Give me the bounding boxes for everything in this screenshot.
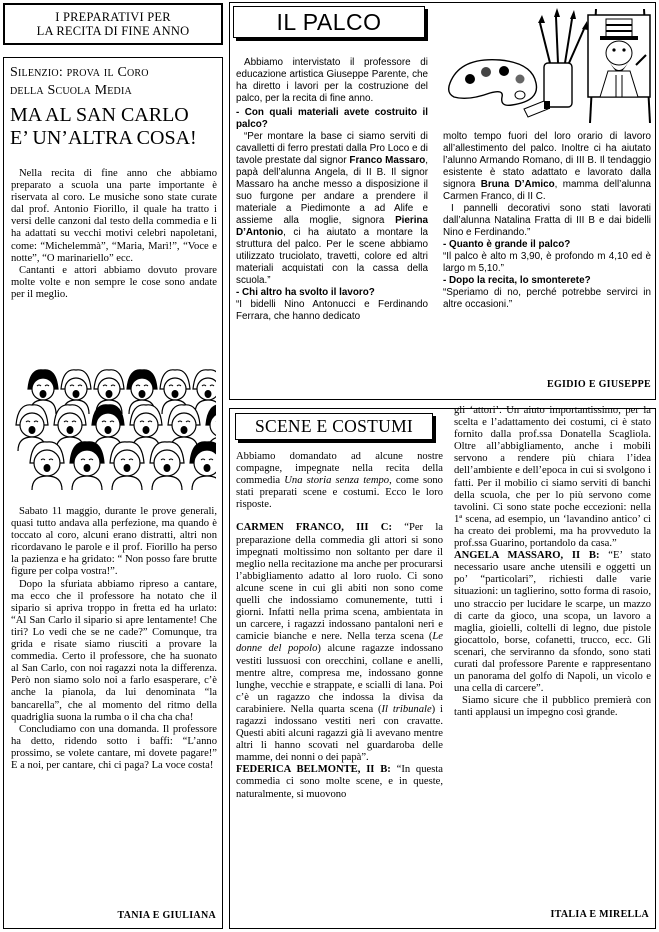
left-para-3: Sabato 11 maggio, durante le prove generali, quasi tutto andava alla perfezione, ma quando è toccato al coro, alcuni erano distratti, altri non ricordavano le parole e il prof. Fiorillo ha perso la pazienza e ha gridato: “ Non posso fare brutte figure per colpa vostra!”. [11, 506, 217, 578]
palco-question-2: - Chi altro ha svolto il lavoro? [236, 287, 375, 298]
name-pierina-dantonio: Pierina D’Antonio [236, 215, 428, 238]
palco-answer-2-p2: I pannelli decorativi sono stati lavorati dall’alunna Natalina Fratta di III B e dai bidelli Nino e Ferdinando.” [443, 203, 651, 238]
left-headline-line1: MA AL SAN CARLO [10, 104, 189, 126]
left-headline [10, 104, 220, 150]
scene-title: SCENE E COSTUMI [235, 413, 433, 440]
palco-answer-3: “Il palco è alto m 3,90, è profondo m 4,10 ed è largo m 5,10.” [443, 251, 651, 274]
left-para-1: Nella recita di fine anno che abbiamo preparato a scuola una parte importante è riservata al coro. Le musiche sono state curate dal prof. Antonio Fiorillo, il quale ha tratto i versi delle canzoni dal testo della commedia e li ha adattati su vecchi motivi celebri napoletani, come: “Michelemmà”, “Maria, Marì!”, “Voce e notte”, “O marinariello” ecc. [11, 168, 217, 264]
palco-title: IL PALCO [233, 6, 425, 38]
name-federica-belmonte: FEDERICA BELMONTE, II B: [236, 764, 391, 776]
left-header-line2: LA RECITA DI FINE ANNO [36, 24, 190, 38]
left-signature: TANIA E GIULIANA [117, 910, 216, 921]
left-para-5: Concludiamo con una domanda. Il professore ha detto, ridendo sotto i baffi: “L’anno prossimo, se volete cantare, mi dovete pagare!” E a noi, per cantare, chi ci paga? La voce costa! [11, 723, 217, 771]
palco-answer-1: “Per montare la base ci siamo serviti di cavalletti di ferro prestati dalla Pro Loco e di tavole prestate dal signor Franco Massaro, papà dell’alunna Angela, di II B. Il signor Massaro ha anche messo a disposizione il suo furgone per andare a prendere il materiale a Piedimonte a ad Alife e assieme alla moglie, signora Pierina D’Antonio, ci ha aiutato a montare la struttura del palco. Per le scene abbiamo utilizzato truciolato, travetti, colore ed altri materiali acquistati con la cassa della scuola.” [236, 131, 428, 286]
scene-right-para-1: gli ‘attori’. Un aiuto importantissimo, per la scelta e l’adattamento dei costumi, ci è stato fornito dalla prof.ssa Donatella Scagliola. Oltre all’abbigliamento, anche i mobili servono a rendere più chiara l’idea dell’ambiente e dell’epoca in cui si svolgono i fatti. Per il mobilio ci siamo serviti di banchi della scuola, che per lo più servono come tavolini. Ci sono state poche eccezioni: nella 1ª scena, ad esempio, un ‘lavandino antico’ ci ha creato dei problemi, ma ha provveduto la prof.ssa Guarino, portandolo da casa.” [454, 405, 651, 550]
name-franco-massaro: Franco Massaro [349, 155, 426, 166]
left-header-box [3, 3, 223, 45]
name-angela-massaro: ANGELA MASSARO, II B: [454, 550, 600, 562]
palco-answer-4: “Speriamo di no, perché potrebbe servirci in altre occasioni.” [443, 287, 651, 310]
palco-intro: Abbiamo intervistato il professore di educazione artistica Giuseppe Parente, che ha diretto i lavori per la costruzione del palco, per la recita di fine anno. [236, 57, 428, 104]
palco-question-4: - Dopo la recita, lo smonterete? [443, 275, 591, 286]
left-kicker-line2: della Scuola Media [10, 83, 132, 98]
scene-closing: Siamo sicure che il pubblico premierà con tanti applausi un impegno così grande. [454, 695, 651, 719]
left-para-4: Dopo la sfuriata abbiamo ripreso a cantare, ma ecco che il professore ha notato che il sipario si apriva troppo in fretta ed ha urlato: “Al San Carlo il sipario si apre lentamente! Che tiri? Lo vedi che se ne cade?” Comunque, tra grida e risate siamo riusciti a provare la commedia. Certo il professore, che ha suonato al San Carlo, con noi ragazzi nota la differenza. Però non siamo solo noi a farlo esasperare, c’è anche la pianola, da lui denominata “la bancarella”, che al momento del ritmo della quadriglia suona la rumba o il cha cha cha! [11, 578, 217, 723]
left-para-2: Cantanti e attori abbiamo dovuto provare molte volte e non sempre le cose sono andate per il meglio. [11, 264, 217, 300]
palco-answer-2-right: molto tempo fuori del loro orario di lavoro all’allestimento del palco. Inoltre ci ha aiutato l’alunno Armando Romano, di III B. Il tendaggio esistente è stato adattato e lavorato dalla signora Bruna D’Amico, mamma dell’alunna Carmen Franco, di II C. [443, 131, 651, 202]
palco-article [229, 2, 656, 400]
left-article [3, 57, 223, 929]
scene-para-angela: ANGELA MASSARO, II B: “E’ stato necessario usare anche utensili e oggetti un po’ “particolari”, richiesti dalle varie situazioni: un taglierino, sotto forma di rasoio, uno straccio per lucidare le scarpe, un mazzo di carte da gioco, una scopa, un lavoro a maglia, gioielli, coltelli di legno, due pistole giocattolo, borse, cofanetti, trucco, ecc. Gli scenari, che serviranno da sfondo, sono stati curati dal professore Parente e rappresentano un panorama del golfo di Napoli, un vicolo e una cella di carcere”. [454, 550, 651, 695]
play-title: Una storia senza tempo [284, 475, 390, 487]
left-header-line1: I PREPARATIVI PER [55, 10, 171, 24]
palco-signature: EGIDIO E GIUSEPPE [546, 379, 651, 390]
scene-signature: ITALIA E MIRELLA [550, 909, 649, 920]
scene-intro: Abbiamo domandato ad alcune nostre compagne, impegnate nella recita della commedia Una storia senza tempo, come sono stati preparati scene e costumi. Ecco le loro risposte. [236, 451, 443, 511]
scene-para-federica: FEDERICA BELMONTE, II B: “In questa commedia ci sono molte scene, e in queste, naturalmente, si muovono [236, 764, 443, 800]
scene-article [229, 405, 656, 929]
name-bruna-damico: Bruna D’Amico [480, 179, 555, 190]
palco-question-3: - Quanto è grande il palco? [443, 239, 571, 250]
scene-para-carmen: CARMEN FRANCO, III C: “Per la preparazione della commedia gli attori si sono impegnati moltissimo non soltanto per dare il meglio nella recitazione ma anche per procurarsi l’abbigliamento adatto al loro ruolo. Ci sono alcune scene in cui gli abiti non sono come quelli che indossiamo comunemente, tutti i giorni. Infatti nella prima scena, ambientata in un carcere, i ragazzi indossano pantaloni neri e camicie bianche e nere. Nella terza scena (Le donne del popolo) alcune ragazze indossano vestiti lussuosi con orecchini, collane e anelli, mentre altre, compresa me, indossano gonne lunghe, vecchie e strappate, e scialli di lana. Poi c’è un ragazzo che indossa la divisa da carabiniere. Nella quarta scena (Il tribunale) i ragazzi indossano vestiti neri con cravatte. Questi abiti alcuni ragazzi già li avevano mentre altri li hanno scovati nel guardaroba delle mamme, dei nonni o dei papà”. [236, 522, 443, 764]
palco-question-1: - Con quali materiali avete costruito il palco? [236, 107, 428, 130]
choir-illustration [10, 361, 216, 496]
art-supplies-illustration [440, 5, 654, 125]
palco-answer-2-left: “I bidelli Nino Antonucci e Ferdinando Ferrara, che hanno dedicato [236, 299, 428, 322]
left-headline-line2: E’ UN’ALTRA COSA! [10, 127, 197, 149]
left-kicker [10, 64, 216, 100]
left-kicker-line1: Silenzio: prova il Coro [10, 65, 149, 80]
name-carmen-franco: CARMEN FRANCO, III C: [236, 522, 392, 534]
